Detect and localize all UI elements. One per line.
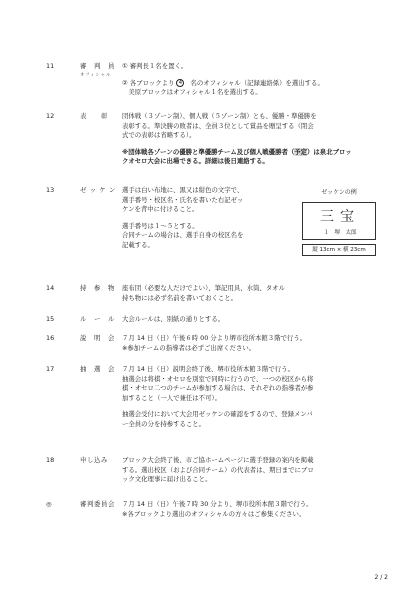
body-line: ① 審判長１名を置く。: [122, 62, 188, 70]
section-body: [122, 315, 390, 325]
section-number: ◎: [46, 500, 52, 508]
award-note-line2: [122, 157, 390, 167]
body-line: 記載する。: [122, 241, 154, 250]
section-number: 18: [46, 456, 55, 464]
section-number: 17: [46, 365, 55, 373]
body-line: 選手番号・校区名・氏名を書いた右記ゼッ: [122, 195, 244, 204]
body-line-text: ② 各ブロックより: [122, 78, 175, 87]
body-line: 持ち物には必ず名前を書いておくこと。: [122, 293, 238, 302]
body-line: ７月 14 日（日）午後７時 30 分より、堺市役所本館３階で行う。: [122, 500, 313, 508]
section-body: [122, 334, 390, 353]
award-note-highlight: 予定: [294, 147, 308, 156]
body-line: 座布団（必要な人だけでよい）、筆記用具、水筒、タオル: [122, 284, 285, 292]
section-number: 12: [46, 112, 55, 120]
section-label-sub: オフィシャル: [80, 73, 112, 78]
section-label: 審判委員会: [80, 500, 115, 508]
section-label: ゼ ッ ケ ン: [80, 186, 116, 194]
body-line: ケンを背中に付けること。: [122, 205, 199, 214]
section-number: 11: [46, 62, 55, 70]
zekken-example-name: 三宝: [320, 209, 360, 225]
body-line: 選手番号は１～５とする。: [122, 221, 199, 230]
award-note-text: オセロ大会に出場できる。詳細は後日連絡する。: [128, 157, 269, 166]
body-line: ブロック大会終了後、市ご協ホームページに選手登録の案内を掲載: [122, 456, 314, 464]
circled-number: 4: [176, 79, 184, 87]
body-line: する。選出校区（および合同チーム）の代表者は、期日までにブロ: [122, 465, 314, 474]
section-label: 説 明 会: [80, 334, 115, 342]
page-number: 2 / 2: [374, 574, 388, 581]
body-line: 選手は白い布地に、黒又は紺色の文字で、: [122, 186, 244, 194]
award-note-text: ク: [122, 157, 129, 166]
body-line: 抽選会は将棋・オセロを別室で同時に行うので、一つの校区から将: [122, 374, 314, 383]
section-body: [122, 365, 390, 430]
zekken-example-size: 縦 13cm × 横 23cm: [302, 244, 376, 256]
zekken-example-card: [302, 202, 376, 240]
body-line: ー全員の分を持参すること。: [122, 420, 206, 429]
section-label: 抽 選 会: [80, 365, 115, 373]
section-body: [122, 284, 390, 303]
body-line: 表彰する。準決勝の敗者は、全員３位として賞品を贈呈する（閉会: [122, 121, 314, 130]
section-number: 15: [46, 315, 55, 323]
body-line-text: 名のオフィシャル（記録連絡係）を選出する。: [190, 78, 324, 87]
body-line: 団体戦（３ゾーン制）、個人戦（５ゾーン制）とも、優勝・準優勝を: [122, 112, 317, 120]
section-label: 審 判 員: [80, 62, 115, 70]
body-line: ７月 14 日（日）説明会終了後、堺市役所本館３階で行う。: [122, 365, 294, 373]
award-note-text: ※団体戦各ゾーンの優勝と準優勝チーム及び個人戦優勝者（: [122, 147, 295, 156]
award-note-text: ）は泉北ブロッ: [307, 147, 352, 156]
section-label: 表 彰: [80, 112, 108, 120]
body-line: 抽選会受付において大会用ゼッケンの確認をするので、登録メンバ: [122, 410, 313, 419]
body-line: 合同チームの場合は、選手自身の校区名を: [122, 231, 244, 240]
body-line: ※各ブロックより選出のオフィシャルの方々はご参集ください。: [122, 509, 306, 518]
body-line: ※参加チームの指導者は必ずご出席ください。: [122, 343, 256, 352]
section-label: ル ー ル: [80, 315, 115, 323]
body-line: ７月 14 日（日）午後６時 00 分より堺市役所本館３階で行う。: [122, 334, 307, 342]
body-line: 美原ブロックはオフィシャル１名を選出する。: [122, 88, 262, 97]
zekken-example-title: ゼッケンの例: [321, 189, 357, 196]
section-number: 14: [46, 284, 55, 292]
section-body: [122, 500, 390, 519]
section-number: 16: [46, 334, 55, 342]
section-body: [122, 62, 390, 98]
section-label: 申し込み: [80, 456, 108, 464]
body-line: 棋・オセロ二つのチームが参加する場合は、それぞれの指導者が参: [122, 384, 314, 393]
body-line: 大会ルールは、別紙の通りとする。: [122, 315, 225, 323]
award-note: [122, 148, 390, 158]
zekken-example: [298, 188, 380, 272]
body-line: 加すること（一人で兼任は不可）。: [122, 393, 222, 402]
section-label: 持 参 物: [80, 284, 115, 292]
body-line: ック文化理事に届け出ること。: [122, 475, 212, 484]
body-line: 式での表彰は省略する）。: [122, 131, 196, 140]
section-body: [122, 456, 390, 485]
section-number: 13: [46, 186, 55, 194]
zekken-example-sub: １ 堺 太郎: [323, 230, 357, 236]
section-body: [122, 112, 390, 167]
body-line: [122, 79, 390, 89]
